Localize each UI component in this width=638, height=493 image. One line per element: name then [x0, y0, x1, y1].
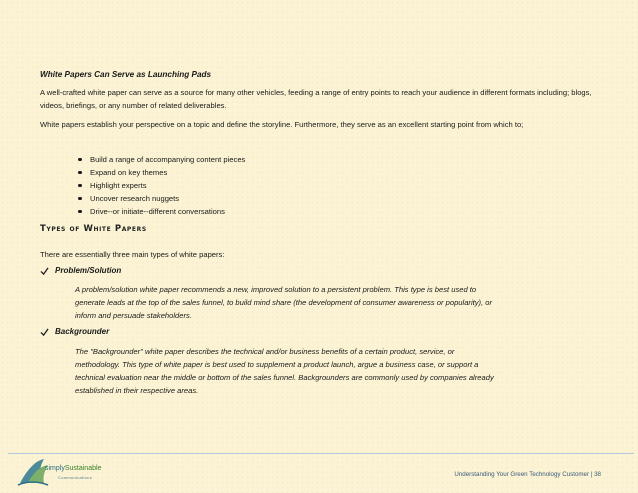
- types-heading: Types of White Papers: [40, 224, 147, 234]
- bullet-icon: [78, 171, 82, 175]
- bullet-icon: [78, 210, 82, 214]
- bullet-icon: [78, 197, 82, 201]
- bullet-icon: [78, 158, 82, 162]
- paragraph-intro: A well-crafted white paper can serve as a source for many other vehicles, feeding a range of entry points to reach your audience in different formats including; blogs, videos, briefings, or any number of related deliverables.: [40, 88, 592, 110]
- list-item: Build a range of accompanying content pieces: [78, 153, 245, 166]
- company-logo: [14, 455, 134, 489]
- list-item: Expand on key themes: [78, 166, 245, 179]
- type-description-problem-solution: A problem/solution white paper recommends a new, improved solution to a persistent problem. This type is best used to generate leads at the top of the sales funnel, to build mind share (the development of consumer awareness or popularity), or inform and persuade stakeholders.: [75, 285, 493, 320]
- list-item: Uncover research nuggets: [78, 192, 245, 205]
- bullet-list: [78, 153, 245, 218]
- list-item: Highlight experts: [78, 179, 245, 192]
- footer-page-text: Understanding Your Green Technology Customer | 38: [454, 471, 601, 478]
- bullet-icon: [78, 184, 82, 188]
- type-description-backgrounder: The "Backgrounder" white paper describes the technical and/or business benefits of a certain product, service, or methodology. This type of white paper is best used to supplement a product launch, argue a business case, or support a technical evaluation near the middle or bottom of the sales funnel. Backgrounders are commonly used by companies already established in their respective areas.: [75, 347, 494, 395]
- type-title-backgrounder: Backgrounder: [40, 327, 109, 336]
- logo-wordmark: simplySustainable: [45, 465, 102, 472]
- types-intro: There are essentially three main types of white papers:: [40, 250, 225, 259]
- list-item: Drive--or initiate--different conversations: [78, 205, 245, 218]
- footer-divider: [8, 453, 634, 454]
- section-title: White Papers Can Serve as Launching Pads: [40, 70, 212, 79]
- checkmark-icon: [40, 267, 49, 275]
- checkmark-icon: [40, 328, 49, 336]
- type-title-problem-solution: Problem/Solution: [40, 266, 121, 275]
- paragraph-perspective: White papers establish your perspective on a topic and define the storyline. Furthermore, they serve as an excellent starting point from which to;: [40, 120, 524, 129]
- logo-subtitle: Communications: [58, 475, 92, 480]
